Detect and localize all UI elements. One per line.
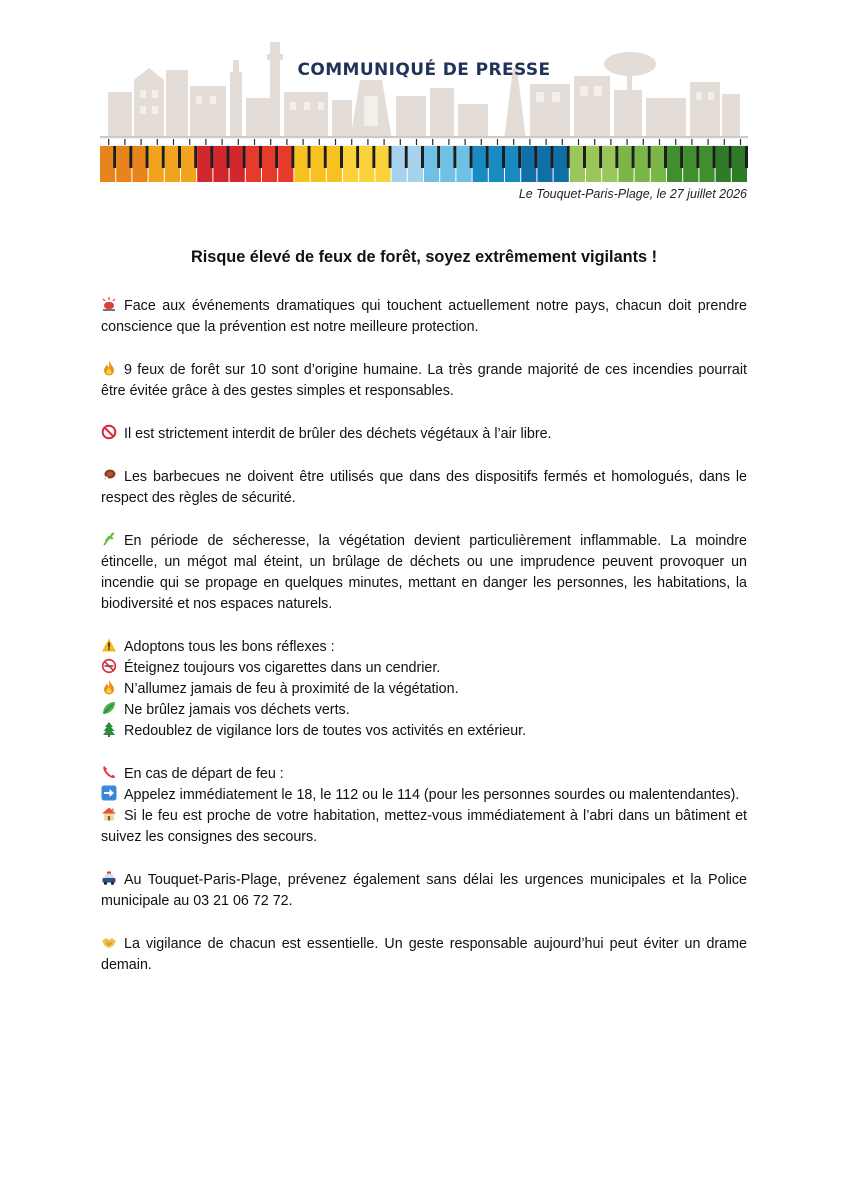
thin-key <box>578 139 579 145</box>
stripe-black-key <box>583 146 586 168</box>
thin-key <box>124 139 125 145</box>
paragraph-text: 9 feux de forêt sur 10 sont d’origine humaine. La très grande majorité de ces incendies pourrait être évitée grâce à des gestes simples et responsables. <box>101 362 747 399</box>
thin-key <box>546 139 547 145</box>
paragraph-origin <box>101 360 747 402</box>
paragraph-text: Les barbecues ne doivent être utilisés que dans des dispositifs fermés et homologués, dans le respect des règles de sécurité. <box>101 469 747 506</box>
stripe-black-key <box>745 146 748 168</box>
paragraph-text: Au Touquet-Paris-Plage, prévenez également sans délai les urgences municipales et la Police municipale au 03 21 06 72 72. <box>101 872 747 909</box>
stripe-black-key <box>372 146 375 168</box>
arrow-right-icon <box>101 785 117 801</box>
stripe-black-key <box>113 146 116 168</box>
stripe-key <box>554 146 569 182</box>
herb-icon <box>101 531 117 547</box>
thin-key <box>675 139 676 145</box>
reflex-item <box>101 721 747 742</box>
leaf-icon <box>101 700 117 716</box>
stripe-black-key <box>502 146 505 168</box>
thin-key <box>529 139 530 145</box>
thin-key <box>108 139 109 145</box>
stripe-black-key <box>291 146 294 168</box>
thin-key <box>432 139 433 145</box>
paragraph-text: Adoptons tous les bons réflexes : <box>124 639 335 655</box>
stripe-black-key <box>664 146 667 168</box>
paragraph-text: N’allumez jamais de feu à proximité de la végétation. <box>124 681 459 697</box>
stripe-key <box>424 146 439 182</box>
police-car-icon <box>101 870 117 886</box>
reflex-item <box>101 700 747 721</box>
press-release-body <box>101 296 747 998</box>
stripe-key <box>537 146 552 182</box>
stripe-key <box>213 146 228 182</box>
stripe-black-key <box>178 146 181 168</box>
thin-key <box>724 139 725 145</box>
stripe-key <box>262 146 277 182</box>
thin-key <box>594 139 595 145</box>
paragraph-text: La vigilance de chacun est essentielle. Un geste responsable aujourd’hui peut éviter un drame demain. <box>101 936 747 973</box>
stripe-black-key <box>340 146 343 168</box>
paragraph-text: En cas de départ de feu : <box>124 766 284 782</box>
fire-home <box>101 806 747 848</box>
stripe-black-key <box>308 146 311 168</box>
thin-key <box>157 139 158 145</box>
dateline: Le Touquet-Paris-Plage, le 27 juillet 2026 <box>518 187 747 201</box>
thin-key <box>465 139 466 145</box>
stripe-black-key <box>243 146 246 168</box>
stripe-black-key <box>129 146 132 168</box>
tree-icon <box>101 721 117 737</box>
press-release-title: COMMUNIQUÉ DE PRESSE <box>297 60 551 80</box>
fire-call <box>101 785 747 806</box>
paragraph-text: Redoublez de vigilance lors de toutes vos activités en extérieur. <box>124 723 527 739</box>
stripe-key <box>197 146 212 182</box>
thin-key <box>610 139 611 145</box>
stripe-key <box>392 146 407 182</box>
reflexes-intro <box>101 637 747 658</box>
reflex-item <box>101 679 747 700</box>
paragraph-text: Face aux événements dramatiques qui touchent actuellement notre pays, chacun doit prendre conscience que la prévention est notre meilleure protection. <box>101 298 747 335</box>
stripe-key <box>246 146 261 182</box>
stripe-black-key <box>632 146 635 168</box>
stripe-black-key <box>162 146 165 168</box>
reflex-item <box>101 658 747 679</box>
thin-key <box>708 139 709 145</box>
thin-key <box>448 139 449 145</box>
stripe-key <box>149 146 164 182</box>
paragraph-text: Ne brûlez jamais vos déchets verts. <box>124 702 350 718</box>
stripe-black-key <box>696 146 699 168</box>
thin-key <box>286 139 287 145</box>
stripe-black-key <box>227 146 230 168</box>
stripe-key <box>230 146 245 182</box>
stripe-black-key <box>680 146 683 168</box>
stripe-black-key <box>194 146 197 168</box>
stripe-black-key <box>437 146 440 168</box>
stripe-black-key <box>518 146 521 168</box>
stripe-black-key <box>599 146 602 168</box>
thin-key <box>481 139 482 145</box>
stripe-key <box>327 146 342 182</box>
paragraph-text: Appelez immédiatement le 18, le 112 ou le 114 (pour les personnes sourdes ou malentendantes). <box>124 787 740 803</box>
stripe-black-key <box>356 146 359 168</box>
paragraph-text: Il est strictement interdit de brûler des déchets végétaux à l’air libre. <box>124 426 552 442</box>
stripe-key <box>165 146 180 182</box>
paragraph-barbecue <box>101 467 747 509</box>
fire-icon <box>101 679 117 695</box>
thin-key <box>222 139 223 145</box>
stripe-key <box>440 146 455 182</box>
thin-key <box>303 139 304 145</box>
stripe-key <box>100 146 115 182</box>
stripe-key <box>732 146 747 182</box>
thin-key <box>141 139 142 145</box>
stripe-key <box>375 146 390 182</box>
paragraph-ban <box>101 424 747 445</box>
stripe-key <box>699 146 714 182</box>
stripe-black-key <box>259 146 262 168</box>
stripe-black-key <box>210 146 213 168</box>
handshake-icon <box>101 934 117 950</box>
thin-key <box>319 139 320 145</box>
stripe-key <box>635 146 650 182</box>
thin-key <box>659 139 660 145</box>
stripe-black-key <box>648 146 651 168</box>
stripe-key <box>181 146 196 182</box>
stripe-black-key <box>567 146 570 168</box>
thin-key <box>335 139 336 145</box>
stripe-key <box>667 146 682 182</box>
house-icon <box>101 806 117 822</box>
phone-icon <box>101 764 117 780</box>
thin-key <box>513 139 514 145</box>
stripe-key <box>570 146 585 182</box>
thin-key <box>497 139 498 145</box>
stripe-key <box>359 146 374 182</box>
stripe-black-key <box>421 146 424 168</box>
stripe-black-key <box>551 146 554 168</box>
thin-key <box>254 139 255 145</box>
paragraph-drought <box>101 531 747 615</box>
thin-key <box>367 139 368 145</box>
stripe-black-key <box>713 146 716 168</box>
thin-key <box>400 139 401 145</box>
stripe-black-key <box>470 146 473 168</box>
stripe-black-key <box>486 146 489 168</box>
stripe-black-key <box>453 146 456 168</box>
stripe-black-key <box>405 146 408 168</box>
siren-icon <box>101 296 117 312</box>
stripe-key <box>343 146 358 182</box>
thin-key <box>740 139 741 145</box>
stripe-key <box>116 146 131 182</box>
stripe-key <box>132 146 147 182</box>
paragraph-text: Si le feu est proche de votre habitation, mettez-vous immédiatement à l’abri dans un bâtiment et suivez les consignes des secours. <box>101 808 747 845</box>
no-smoking-icon <box>101 658 117 674</box>
stripe-black-key <box>729 146 732 168</box>
paragraph-text: Éteignez toujours vos cigarettes dans un cendrier. <box>124 660 441 676</box>
thin-key <box>416 139 417 145</box>
stripe-key <box>505 146 520 182</box>
stripe-black-key <box>275 146 278 168</box>
thin-key <box>173 139 174 145</box>
paragraph-closing <box>101 934 747 976</box>
thin-key <box>384 139 385 145</box>
stripe-key <box>683 146 698 182</box>
stripe-key <box>456 146 471 182</box>
paragraph-text: En période de sécheresse, la végétation devient particulièrement inflammable. La moindre étincelle, un mégot mal éteint, un brûlage de déchets ou une imprudence peuvent provoquer un incendie qui se propage en quelques minutes, mettant en danger les personnes, les habitations, la biodiversité et nos espaces naturels. <box>101 533 747 612</box>
thin-key <box>691 139 692 145</box>
stripe-black-key <box>615 146 618 168</box>
thin-key <box>238 139 239 145</box>
stripe-key <box>602 146 617 182</box>
stripe-key <box>521 146 536 182</box>
stripe-black-key <box>534 146 537 168</box>
stripe-black-key <box>324 146 327 168</box>
thin-key <box>205 139 206 145</box>
stripe-key <box>618 146 633 182</box>
stripe-black-key <box>146 146 149 168</box>
thin-key <box>627 139 628 145</box>
thin-key <box>643 139 644 145</box>
thin-key <box>351 139 352 145</box>
fire-icon <box>101 360 117 376</box>
thin-key <box>270 139 271 145</box>
thin-key <box>189 139 190 145</box>
stripe-key <box>586 146 601 182</box>
stripe-key <box>489 146 504 182</box>
stripe-key <box>294 146 309 182</box>
paragraph-intro <box>101 296 747 338</box>
warning-icon <box>101 637 117 653</box>
stripe-key <box>278 146 293 182</box>
stripe-key <box>473 146 488 182</box>
stripe-key <box>651 146 666 182</box>
stripe-black-key <box>389 146 392 168</box>
stripe-key <box>311 146 326 182</box>
headline: Risque élevé de feux de forêt, soyez extrêmement vigilants ! <box>191 248 657 266</box>
prohibited-icon <box>101 424 117 440</box>
paragraph-police <box>101 870 747 912</box>
stripe-key <box>716 146 731 182</box>
stripe-key <box>408 146 423 182</box>
meat-icon <box>101 467 117 483</box>
thin-key <box>562 139 563 145</box>
fire-intro <box>101 764 747 785</box>
